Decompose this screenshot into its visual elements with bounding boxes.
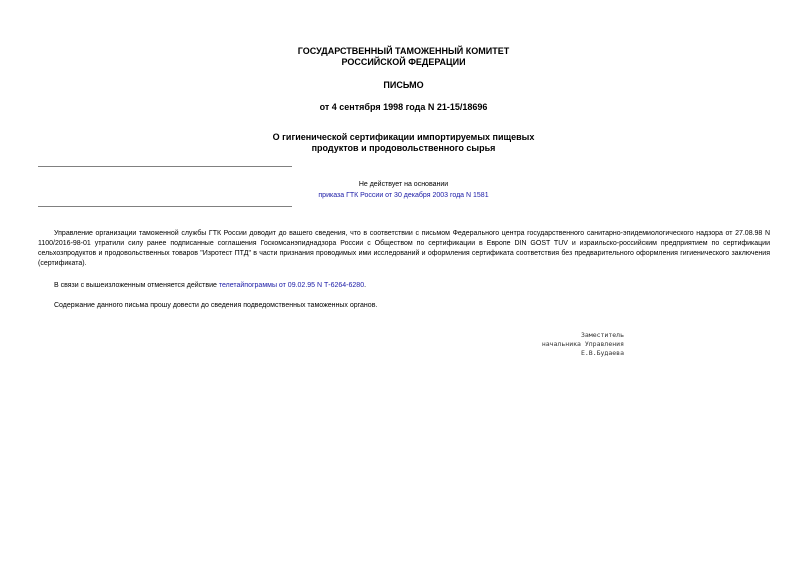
- status-link-line: [0, 191, 807, 201]
- authority-title-line2: РОССИЙСКОЙ ФЕДЕРАЦИИ: [341, 57, 466, 67]
- signature-position: Заместитель: [580, 331, 624, 339]
- repeal-order-link[interactable]: приказа ГТК России от 30 декабря 2003 года N 1581: [318, 192, 489, 199]
- divider-bottom: [38, 206, 292, 207]
- signature-name: Е.В.Будаева: [580, 349, 624, 357]
- body-paragraph-1: Управление организации таможенной службы ГТК России доводит до вашего сведения, что в соответствии с письмом Федерального центра государственного санитарно-эпидемиологического надзора от 27.08.98 N 1100/2016-98-01 утратили силу ранее подписанные соглашения Госкомсанэпиднадзора России с Обществом по сертификации в Европе DIN GOST TUV и израильско-российским предприятием по сертификации сельхозпродуктов и продовольственных товаров "Изротест ПТД" в части признания проводимых ими исследований и оформления сертификата соответствия без предварительного оформления гигиенического заключения (сертификата).: [38, 230, 770, 267]
- teletype-link[interactable]: телетайпограммы от 09.02.95 N Т-6264-6280: [218, 282, 365, 289]
- status-note: Не действует на основании: [358, 181, 449, 188]
- body-paragraph-3: Содержание данного письма прошу довести до сведения подведомственных таможенных органов.: [54, 302, 378, 309]
- authority-title-line1: ГОСУДАРСТВЕННЫЙ ТАМОЖЕННЫЙ КОМИТЕТ: [297, 46, 510, 56]
- body-paragraph-2: [38, 281, 770, 291]
- document-type: ПИСЬМО: [383, 80, 424, 90]
- document-subject-line1: О гигиенической сертификации импортируемых пищевых: [272, 132, 535, 142]
- document-subject-line2: продуктов и продовольственного сырья: [311, 143, 496, 153]
- signature-department: начальника Управления: [541, 340, 624, 348]
- paragraph-2-end: .: [364, 282, 367, 289]
- paragraph-2-text: В связи с вышеизложенным отменяется действие: [54, 282, 219, 289]
- document-date-number: от 4 сентября 1998 года N 21-15/18696: [319, 102, 488, 112]
- divider-top: [38, 166, 292, 167]
